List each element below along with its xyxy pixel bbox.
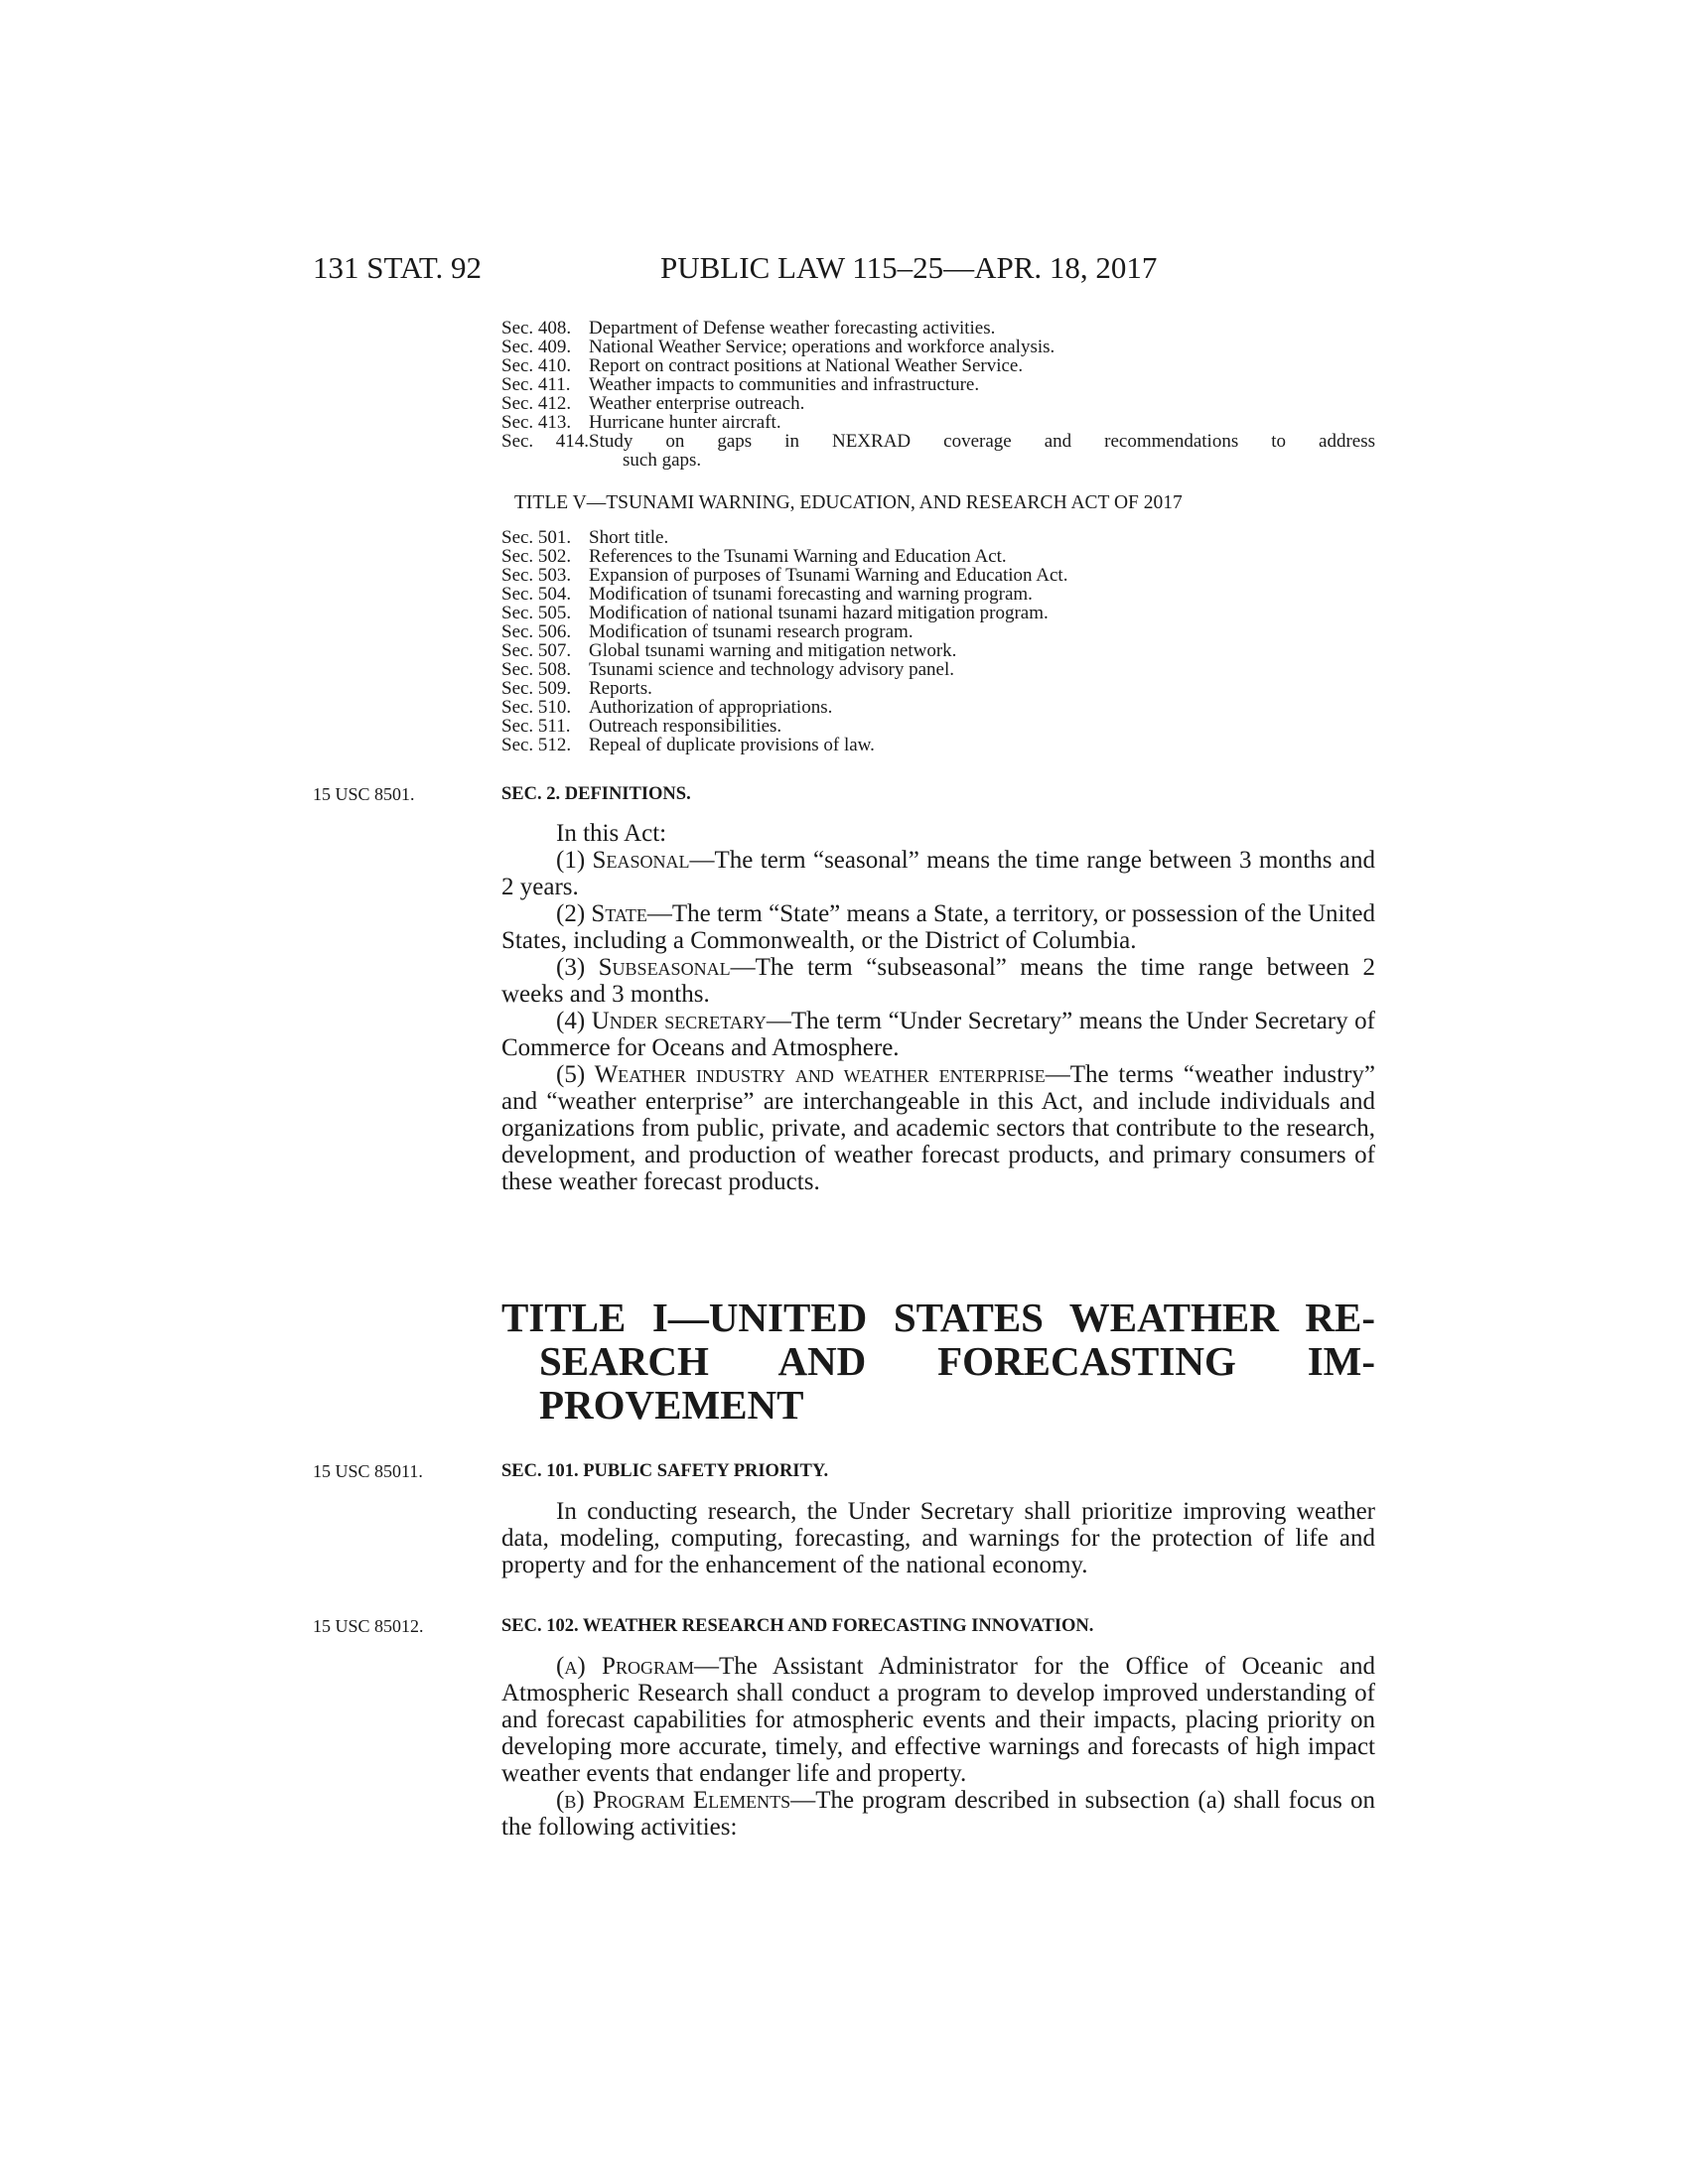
margin-note: 15 USC 85011.: [313, 1461, 423, 1481]
toc-item: Sec. 505. Modification of national tsunami hazard mitigation program.: [501, 603, 1049, 623]
title-line: SEARCH AND FORECASTING IM-: [539, 1338, 1375, 1384]
toc-title-v: TITLE V—TSUNAMI WARNING, EDUCATION, AND RESEARCH ACT OF 2017: [514, 492, 1183, 513]
toc-item: Sec. 412. Weather enterprise outreach.: [501, 393, 805, 414]
section-102-body: [501, 1653, 1375, 1841]
definition: (3) Subseasonal—The term “subseasonal” means the time range between 2 weeks and 3 months.: [501, 954, 1375, 1008]
running-header: PUBLIC LAW 115–25—APR. 18, 2017: [660, 250, 1158, 285]
section-heading: SEC. 2. DEFINITIONS.: [501, 784, 691, 804]
title-heading: [501, 1296, 1375, 1427]
toc-item: Sec. 408. Department of Defense weather forecasting activities.: [501, 318, 996, 339]
definition: (1) Seasonal—The term “seasonal” means the time range between 3 months and 2 years.: [501, 847, 1375, 900]
toc-item: Sec. 410. Report on contract positions at National Weather Service.: [501, 355, 1024, 376]
toc-item: Sec. 507. Global tsunami warning and mitigation network.: [501, 640, 957, 661]
toc-item: Sec. 502. References to the Tsunami Warning and Education Act.: [501, 546, 1007, 567]
toc-item: Sec. 508. Tsunami science and technology advisory panel.: [501, 659, 955, 680]
definition: (4) Under secretary—The term “Under Secretary” means the Under Secretary of Commerce for Oceans and Atmosphere.: [501, 1008, 1375, 1061]
toc-item: Sec. 409. National Weather Service; operations and workforce analysis.: [501, 337, 1055, 357]
toc-item: Sec. 501. Short title.: [501, 527, 669, 548]
toc-item: Sec. 510. Authorization of appropriations.: [501, 697, 833, 718]
section-heading: SEC. 102. WEATHER RESEARCH AND FORECASTING INNOVATION.: [501, 1616, 1094, 1636]
title-line: TITLE I—UNITED STATES WEATHER RE-: [501, 1295, 1375, 1340]
toc-item: Sec. 511. Outreach responsibilities.: [501, 716, 782, 737]
toc-item: Sec. 411. Weather impacts to communities and infrastructure.: [501, 374, 980, 395]
toc-item: Sec. 512. Repeal of duplicate provisions of law.: [501, 735, 875, 755]
definition: (2) State—The term “State” means a State, a territory, or possession of the United States, including a Commonwealth, or the District of Columbia.: [501, 900, 1375, 954]
definition: (5) Weather industry and weather enterprise—The terms “weather industry” and “weather enterprise” are interchangeable in this Act, and include individuals and organizations from public, private, and academic sectors that contribute to the research, development, and production of weather forecast products, and primary consumers of these weather forecast products.: [501, 1061, 1375, 1195]
toc-item-continuation: such gaps.: [623, 450, 702, 471]
title-line: PROVEMENT: [539, 1382, 804, 1428]
toc-item: Sec. 509. Reports.: [501, 678, 652, 699]
toc-item: Sec. 414.Study on gaps in NEXRAD coverage and recommendations to address: [501, 431, 1375, 452]
section-101-text: In conducting research, the Under Secretary shall prioritize improving weather data, modeling, computing, forecasting, and warnings for the protection of life and property and for the enhancement of the national economy.: [501, 1498, 1375, 1578]
page-number: 131 STAT. 92: [313, 250, 483, 285]
subsection: (b) Program Elements—The program described in subsection (a) shall focus on the following activities:: [501, 1787, 1375, 1841]
toc-item: Sec. 413. Hurricane hunter aircraft.: [501, 412, 781, 433]
toc-item: Sec. 504. Modification of tsunami forecasting and warning program.: [501, 584, 1033, 605]
intro-text: In this Act:: [556, 820, 667, 847]
margin-note: 15 USC 8501.: [313, 784, 415, 804]
section-2-body: [501, 820, 1375, 1195]
toc-item: Sec. 506. Modification of tsunami research program.: [501, 621, 914, 642]
section-heading: SEC. 101. PUBLIC SAFETY PRIORITY.: [501, 1461, 829, 1481]
margin-note: 15 USC 85012.: [313, 1616, 424, 1636]
toc-item: Sec. 503. Expansion of purposes of Tsunami Warning and Education Act.: [501, 565, 1068, 586]
subsection: (a) Program—The Assistant Administrator for the Office of Oceanic and Atmospheric Research shall conduct a program to develop improved understanding of and forecast capabilities for atmospheric events and their impacts, placing priority on developing more accurate, timely, and effective warnings and forecasts of high impact weather events that endanger life and property.: [501, 1653, 1375, 1787]
